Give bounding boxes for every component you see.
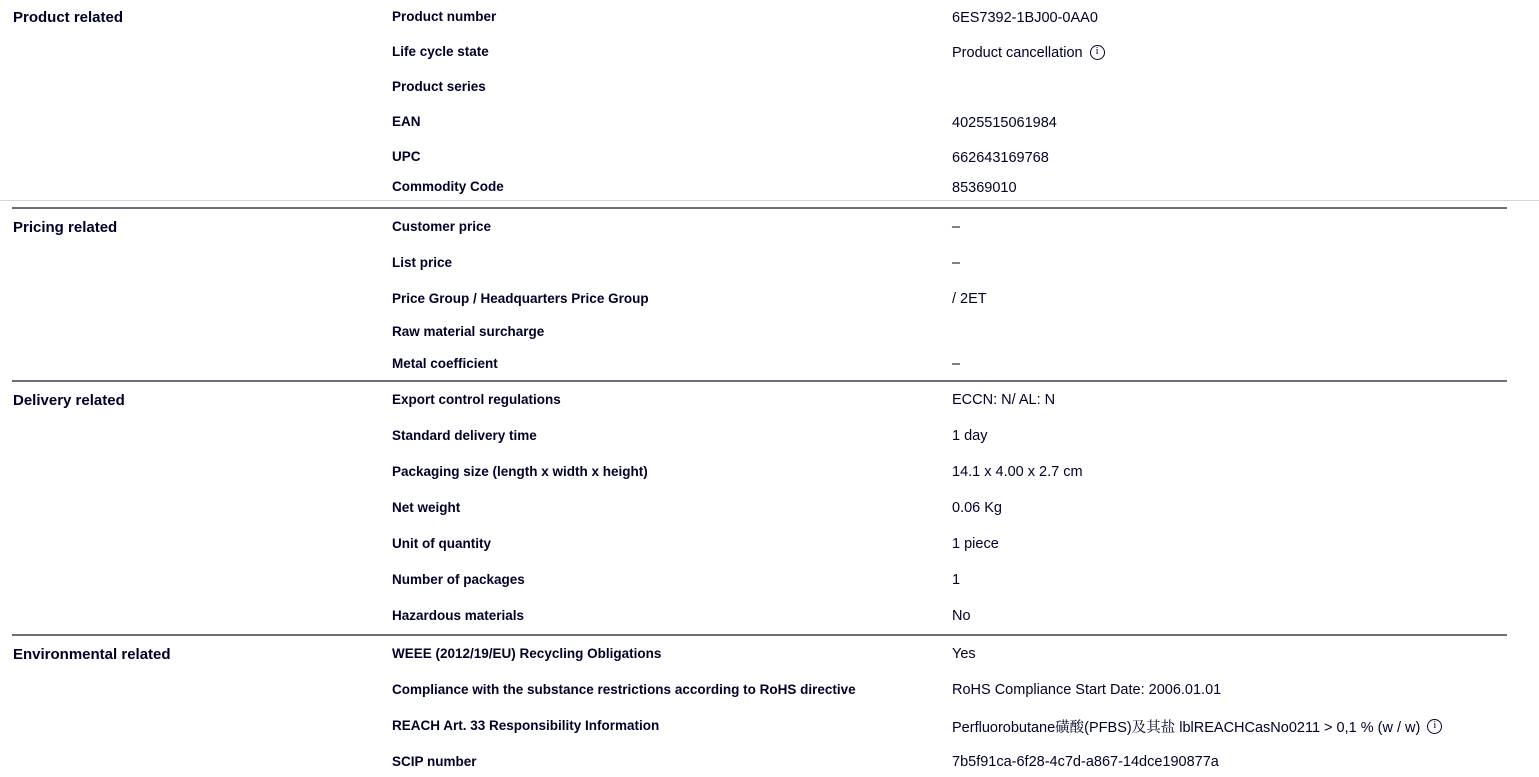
table-row <box>0 281 1539 317</box>
row-label: Life cycle state <box>392 44 489 60</box>
section-environmental-related <box>0 636 1539 777</box>
row-value: 1 day <box>952 428 988 444</box>
row-label: Customer price <box>392 218 492 234</box>
row-value-wrap <box>952 150 1539 166</box>
row-value: 662643169768 <box>952 149 1049 166</box>
row-label: List price <box>392 254 453 270</box>
row-value-wrap <box>952 500 1539 516</box>
table-row <box>0 598 1539 634</box>
row-value-wrap <box>952 115 1539 131</box>
row-label: EAN <box>392 114 421 130</box>
row-value: ECCN: N/ AL: N <box>952 392 1056 408</box>
section-pricing-related <box>0 209 1539 380</box>
table-row <box>0 105 1539 140</box>
row-value: 1 piece <box>952 536 999 552</box>
table-row <box>0 744 1539 777</box>
table-row <box>0 349 1539 381</box>
row-value: Product cancellation <box>952 44 1083 61</box>
table-row <box>0 70 1539 105</box>
table-row <box>0 672 1539 708</box>
table-row <box>0 35 1539 70</box>
table-row <box>0 382 1539 418</box>
row-value-wrap <box>952 682 1539 698</box>
row-label: Compliance with the substance restrictions according to RoHS directive <box>392 681 856 697</box>
info-icon[interactable]: i <box>1090 45 1105 60</box>
row-value-wrap <box>952 291 1539 307</box>
row-value-wrap <box>952 464 1539 480</box>
section-rows <box>0 382 1539 634</box>
row-value-wrap <box>952 608 1539 624</box>
row-value: Perfluorobutane磺酸(PFBS)及其盐 lblREACHCasNo0211 > 0,1 % (w / w) <box>952 719 1421 736</box>
section-title: Product related <box>13 9 124 26</box>
table-row <box>0 0 1539 35</box>
row-value: 7b5f91ca-6f28-4c7d-a867-14dce190877a <box>952 754 1219 770</box>
row-value: / 2ET <box>952 291 987 307</box>
row-label: Standard delivery time <box>392 427 537 443</box>
table-row <box>0 317 1539 349</box>
row-value-wrap <box>952 219 1539 235</box>
row-value: 1 <box>952 572 961 588</box>
row-value-wrap <box>952 180 1539 196</box>
table-row <box>0 526 1539 562</box>
row-label: Unit of quantity <box>392 535 491 551</box>
table-row <box>0 708 1539 744</box>
row-value: No <box>952 608 971 624</box>
section-rows <box>0 209 1539 380</box>
row-value: 4025515061984 <box>952 114 1057 131</box>
row-value: Yes <box>952 646 976 662</box>
section-product-related <box>0 0 1539 200</box>
row-value-wrap <box>952 646 1539 662</box>
row-value-wrap <box>952 536 1539 552</box>
row-value: RoHS Compliance Start Date: 2006.01.01 <box>952 682 1222 698</box>
section-rows <box>0 636 1539 777</box>
row-value-wrap <box>952 356 1539 372</box>
row-label: Product series <box>392 79 486 95</box>
row-label: Number of packages <box>392 571 525 587</box>
row-label: Metal coefficient <box>392 355 498 371</box>
row-value-wrap <box>952 45 1539 61</box>
row-value-wrap <box>952 255 1539 271</box>
row-label: Packaging size (length x width x height) <box>392 463 648 479</box>
row-value: – <box>952 255 961 271</box>
row-label: UPC <box>392 149 421 165</box>
row-value-wrap <box>952 754 1539 770</box>
table-row <box>0 209 1539 245</box>
table-row <box>0 175 1539 200</box>
row-value-wrap <box>952 392 1539 408</box>
table-row <box>0 490 1539 526</box>
row-label: Export control regulations <box>392 391 561 407</box>
row-value-wrap <box>952 716 1539 737</box>
row-value-wrap <box>952 572 1539 588</box>
row-label: Net weight <box>392 499 461 515</box>
row-value-wrap <box>952 10 1539 26</box>
row-value: – <box>952 219 961 235</box>
table-row <box>0 418 1539 454</box>
section-title: Environmental related <box>13 645 171 663</box>
section-delivery-related <box>0 382 1539 634</box>
info-icon[interactable]: i <box>1427 719 1442 734</box>
section-title: Pricing related <box>13 218 118 236</box>
row-label: Commodity Code <box>392 179 504 195</box>
row-value: 14.1 x 4.00 x 2.7 cm <box>952 464 1083 480</box>
table-row <box>0 245 1539 281</box>
section-title: Delivery related <box>13 391 125 409</box>
row-label: Price Group / Headquarters Price Group <box>392 290 649 306</box>
table-row <box>0 562 1539 598</box>
row-label: Hazardous materials <box>392 607 525 623</box>
row-value: 6ES7392-1BJ00-0AA0 <box>952 9 1098 26</box>
row-label: WEEE (2012/19/EU) Recycling Obligations <box>392 645 662 661</box>
row-label: Product number <box>392 9 497 25</box>
light-divider <box>0 200 1539 201</box>
row-value: – <box>952 356 961 373</box>
section-rows <box>0 0 1539 200</box>
table-row <box>0 454 1539 490</box>
row-value: 0.06 Kg <box>952 500 1002 516</box>
row-label: REACH Art. 33 Responsibility Information <box>392 717 660 733</box>
row-label: Raw material surcharge <box>392 324 545 340</box>
row-value: 85369010 <box>952 179 1017 196</box>
table-row <box>0 636 1539 672</box>
row-label: SCIP number <box>392 753 477 769</box>
row-value-wrap <box>952 428 1539 444</box>
table-row <box>0 140 1539 175</box>
